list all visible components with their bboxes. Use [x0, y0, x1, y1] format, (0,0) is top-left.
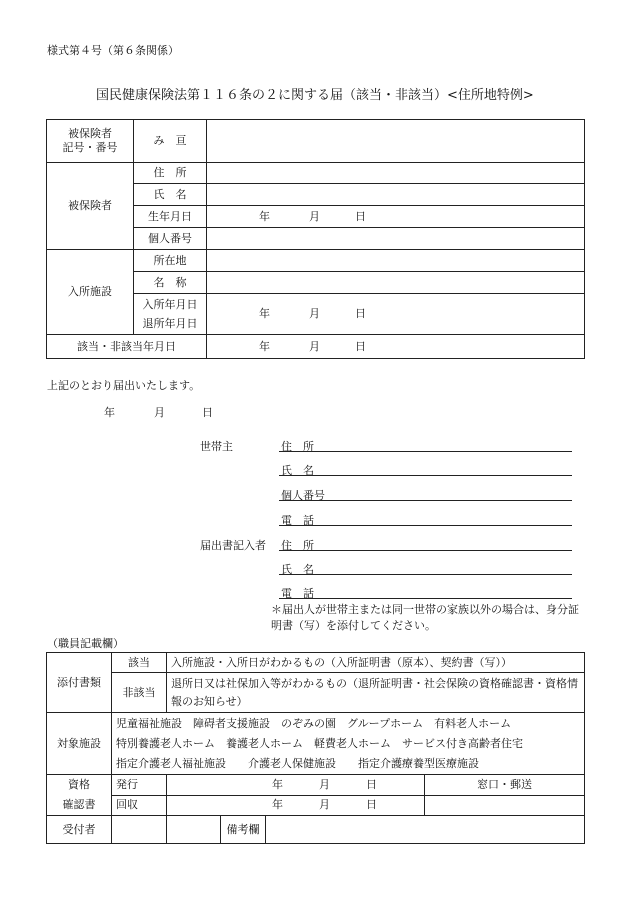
delivery-method[interactable]: 窓口・郵送: [425, 775, 585, 796]
qualification-label: 資格 確認書: [47, 775, 112, 816]
attachment-not-applicable-text: 退所日又は社保加入等がわかるもの（退所証明書・社会保険の資格確認書・資格情報のお知らせ）: [167, 673, 585, 713]
attachment-not-applicable-label: 非該当: [112, 673, 167, 713]
insured-label: 被保険者: [47, 163, 134, 250]
facility-location-field[interactable]: [207, 250, 585, 272]
insured-name-label: 氏 名: [134, 184, 207, 206]
collect-label: 回収: [112, 795, 167, 816]
admission-month-label: 月: [309, 307, 320, 320]
facility-list-line-1: 児童福祉施設 障碍者支援施設 のぞみの園 グループホーム 有料老人ホーム: [116, 716, 512, 730]
staff-section-label: （職員記載欄）: [47, 637, 124, 650]
form-title: 国民健康保険法第１１６条の２に関する届（該当・非該当）<住所地特例>: [96, 88, 534, 103]
admission-date-label: 入所年月日: [142, 297, 198, 311]
form-number: 様式第４号（第６条関係）: [47, 44, 179, 57]
admission-year-label: 年: [259, 307, 270, 320]
note-text: ＊届出人が世帯主または同一世帯の家族以外の場合は、身分証明書（写）を添付してください。: [271, 603, 579, 632]
collect-year-label: 年: [272, 798, 283, 812]
insured-address-field[interactable]: [207, 163, 585, 184]
insured-address-label: 住 所: [134, 163, 207, 184]
receiver-label: 受付者: [47, 816, 112, 844]
issue-year-label: 年: [272, 777, 283, 791]
collect-extra-field[interactable]: [425, 795, 585, 816]
target-facility-label: 対象施設: [47, 713, 112, 775]
facility-name-label: 名 称: [134, 272, 207, 294]
collect-date-field[interactable]: [167, 795, 425, 816]
staff-table: [46, 652, 585, 844]
receiver-field-2[interactable]: [167, 816, 221, 844]
remarks-field[interactable]: [266, 816, 585, 844]
householder-address-line[interactable]: [279, 451, 572, 452]
householder-label: 世帯主: [200, 440, 233, 453]
filer-phone-label: 電 話: [281, 587, 314, 600]
insured-birthdate-label: 生年月日: [134, 206, 207, 228]
declaration-month: 月: [154, 406, 165, 419]
applicable-year-label: 年: [259, 339, 270, 353]
issue-month-label: 月: [319, 777, 330, 791]
admission-day-label: 日: [355, 307, 366, 320]
insured-number-symbol: み 亘: [134, 120, 207, 163]
discharge-date-label: 退所年月日: [142, 316, 198, 330]
facility-label: 入所施設: [47, 250, 134, 335]
householder-name-label: 氏 名: [281, 464, 314, 477]
filer-phone-line[interactable]: [279, 598, 572, 599]
householder-personal-number-label: 個人番号: [281, 489, 325, 502]
householder-address-label: 住 所: [281, 440, 314, 453]
birth-month-label: 月: [309, 209, 320, 223]
birth-year-label: 年: [259, 209, 270, 223]
applicable-date-field[interactable]: [207, 335, 585, 359]
householder-phone-label: 電 話: [281, 514, 314, 527]
attachment-applicable-label: 該当: [112, 653, 167, 673]
applicable-date-label: 該当・非該当年月日: [47, 335, 207, 359]
filer-name-label: 氏 名: [281, 563, 314, 576]
facility-list-line-2: 特別養護老人ホーム 養護老人ホーム 軽費老人ホーム サービス付き高齢者住宅: [116, 736, 523, 750]
facility-name-field[interactable]: [207, 272, 585, 294]
declaration-text: 上記のとおり届出いたします。: [47, 379, 201, 392]
issue-date-field[interactable]: [167, 775, 425, 796]
collect-month-label: 月: [319, 798, 330, 812]
householder-personal-number-line[interactable]: [279, 500, 572, 501]
insured-number-field[interactable]: [207, 120, 585, 163]
attachments-label: 添付書類: [47, 653, 112, 713]
attachment-applicable-text: 入所施設・入所日がわかるもの（入所証明書（原本）、契約書（写））: [167, 653, 585, 673]
householder-name-line[interactable]: [279, 475, 572, 476]
receiver-field-1[interactable]: [112, 816, 167, 844]
filer-address-label: 住 所: [281, 539, 314, 552]
birth-day-label: 日: [355, 209, 366, 223]
filer-label: 届出書記入者: [200, 539, 266, 552]
admission-date-field[interactable]: [207, 294, 585, 335]
applicable-month-label: 月: [309, 339, 320, 353]
collect-day-label: 日: [366, 798, 377, 812]
admission-discharge-label: [134, 294, 207, 335]
issue-day-label: 日: [366, 777, 377, 791]
filer-address-line[interactable]: [279, 550, 572, 551]
insured-info-table: [46, 119, 585, 359]
declaration-year: 年: [104, 406, 115, 419]
filer-name-line[interactable]: [279, 574, 572, 575]
insured-personal-number-label: 個人番号: [134, 228, 207, 250]
target-facility-list: [112, 713, 585, 775]
facility-list-line-3: 指定介護老人福祉施設 介護老人保健施設 指定介護療養型医療施設: [116, 756, 479, 770]
issue-label: 発行: [112, 775, 167, 796]
householder-phone-line[interactable]: [279, 525, 572, 526]
insured-birthdate-field[interactable]: [207, 206, 585, 228]
remarks-label: 備考欄: [221, 816, 266, 844]
applicable-day-label: 日: [355, 339, 366, 353]
facility-location-label: 所在地: [134, 250, 207, 272]
insured-name-field[interactable]: [207, 184, 585, 206]
declaration-day: 日: [202, 406, 213, 419]
insured-personal-number-field[interactable]: [207, 228, 585, 250]
insured-number-label: 被保険者 記号・番号: [47, 120, 134, 163]
